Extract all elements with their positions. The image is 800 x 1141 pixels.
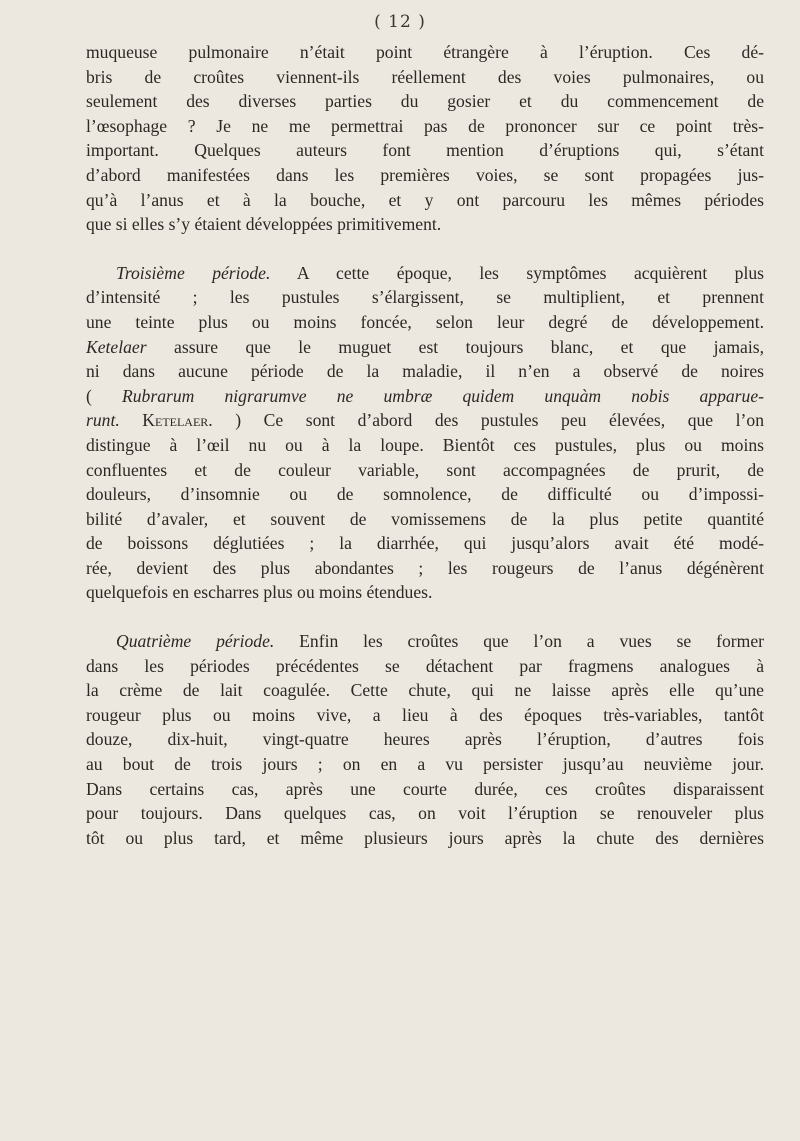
text-run: quelquefois en escharres plus ou moins étendues.: [86, 582, 433, 603]
text-run: que si elles s’y étaient développées primitivement.: [86, 214, 442, 235]
text-run: A cette époque, les symptômes acquièrent plus: [270, 262, 764, 283]
text-line: [86, 458, 764, 483]
text-line: [86, 703, 764, 728]
text-run: [120, 410, 143, 430]
text-run: distingue à l’œil nu ou à la loupe. Bientôt ces pustules, plus ou moins: [86, 434, 764, 455]
italic-text: runt.: [86, 410, 120, 431]
text-line: [86, 89, 764, 114]
text-run: d’abord manifestées dans les premières voies, se sont propagées jus-: [86, 164, 764, 185]
text-run: pour toujours. Dans quelques cas, on voit l’éruption se renouveler plus: [86, 803, 764, 824]
text-run: la crème de lait coagulée. Cette chute, qui ne laisse après elle qu’une: [86, 680, 764, 701]
text-line: [86, 188, 764, 213]
italic-text: Rubrarum nigrarumve ne umbræ quidem unquàm nobis apparue-: [122, 385, 764, 406]
text-line: [86, 310, 764, 335]
text-line: [86, 163, 764, 188]
text-line: [86, 482, 764, 507]
text-run: une teinte plus ou moins foncée, selon leur degré de développement.: [86, 311, 764, 332]
text-line: [86, 777, 764, 802]
text-run: douleurs, d’insomnie ou de somnolence, de difficulté ou d’impossi-: [86, 484, 764, 505]
text-line: [86, 384, 764, 409]
text-run: dans les périodes précédentes se détachent par fragmens analogues à: [86, 655, 764, 676]
text-line: [86, 727, 764, 752]
text-line: [86, 40, 764, 65]
body-text: [86, 40, 764, 850]
text-run: ) Ce sont d’abord des pustules peu élevées, que l’on: [212, 410, 764, 431]
text-line: [86, 629, 764, 654]
text-line: [86, 261, 764, 286]
text-run: au bout de trois jours ; on en a vu persister jusqu’au neuvième jour.: [86, 754, 764, 775]
text-run: qu’à l’anus et à la bouche, et y ont parcouru les mêmes périodes: [86, 189, 764, 210]
paragraph-1: [86, 40, 764, 237]
small-caps-text: Ketelaer.: [142, 410, 213, 431]
text-line: [86, 531, 764, 556]
text-run: muqueuse pulmonaire n’était point étrangère à l’éruption. Ces dé-: [86, 42, 764, 62]
italic-text: Quatrième période.: [116, 631, 275, 652]
text-run: rougeur plus ou moins vive, a lieu à des époques très-variables, tantôt: [86, 704, 764, 725]
text-line: [86, 433, 764, 458]
text-line: [86, 752, 764, 777]
text-line: [86, 507, 764, 532]
text-run: bilité d’avaler, et souvent de vomissemens de la plus petite quantité: [86, 508, 764, 529]
text-run: (: [86, 385, 122, 406]
text-run: rée, devient des plus abondantes ; les rougeurs de l’anus dégénèrent: [86, 557, 764, 578]
paragraph-3: [86, 629, 764, 850]
text-line: [86, 335, 764, 360]
italic-text: Troisième période.: [116, 262, 271, 283]
text-line: [86, 138, 764, 163]
paragraph-2: [86, 261, 764, 605]
text-line: [86, 580, 764, 605]
text-run: confluentes et de couleur variable, sont accompagnées de prurit, de: [86, 459, 764, 480]
text-line: [86, 114, 764, 139]
text-run: bris de croûtes viennent-ils réellement des voies pulmonaires, ou: [86, 66, 764, 87]
text-run: assure que le muguet est toujours blanc, et que jamais,: [146, 336, 764, 357]
text-line: [86, 678, 764, 703]
page-number: ( 12 ): [374, 12, 426, 32]
text-line: [86, 801, 764, 826]
text-line: [86, 285, 764, 310]
text-run: important. Quelques auteurs font mention d’éruptions qui, s’étant: [86, 140, 764, 161]
text-line: [86, 65, 764, 90]
text-run: douze, dix-huit, vingt-quatre heures après l’éruption, d’autres fois: [86, 729, 764, 750]
text-line: [86, 359, 764, 384]
text-run: de boissons déglutiées ; la diarrhée, qui jusqu’alors avait été modé-: [86, 533, 764, 554]
text-run: Enfin les croûtes que l’on a vues se former: [274, 631, 764, 652]
text-run: Dans certains cas, après une courte durée, ces croûtes disparaissent: [86, 778, 764, 799]
text-run: tôt ou plus tard, et même plusieurs jours après la chute des dernières: [86, 827, 764, 848]
text-run: l’œsophage ? Je ne me permettrai pas de prononcer sur ce point très-: [86, 115, 764, 136]
text-line: [86, 408, 764, 433]
italic-text: Ketelaer: [86, 336, 147, 357]
text-run: ni dans aucune période de la maladie, il n’en a observé de noires: [86, 361, 764, 382]
text-line: [86, 826, 764, 851]
text-line: [86, 556, 764, 581]
text-run: seulement des diverses parties du gosier et du commencement de: [86, 91, 764, 112]
text-line: [86, 212, 764, 237]
text-line: [86, 654, 764, 679]
text-run: d’intensité ; les pustules s’élargissent, se multiplient, et prennent: [86, 287, 764, 308]
